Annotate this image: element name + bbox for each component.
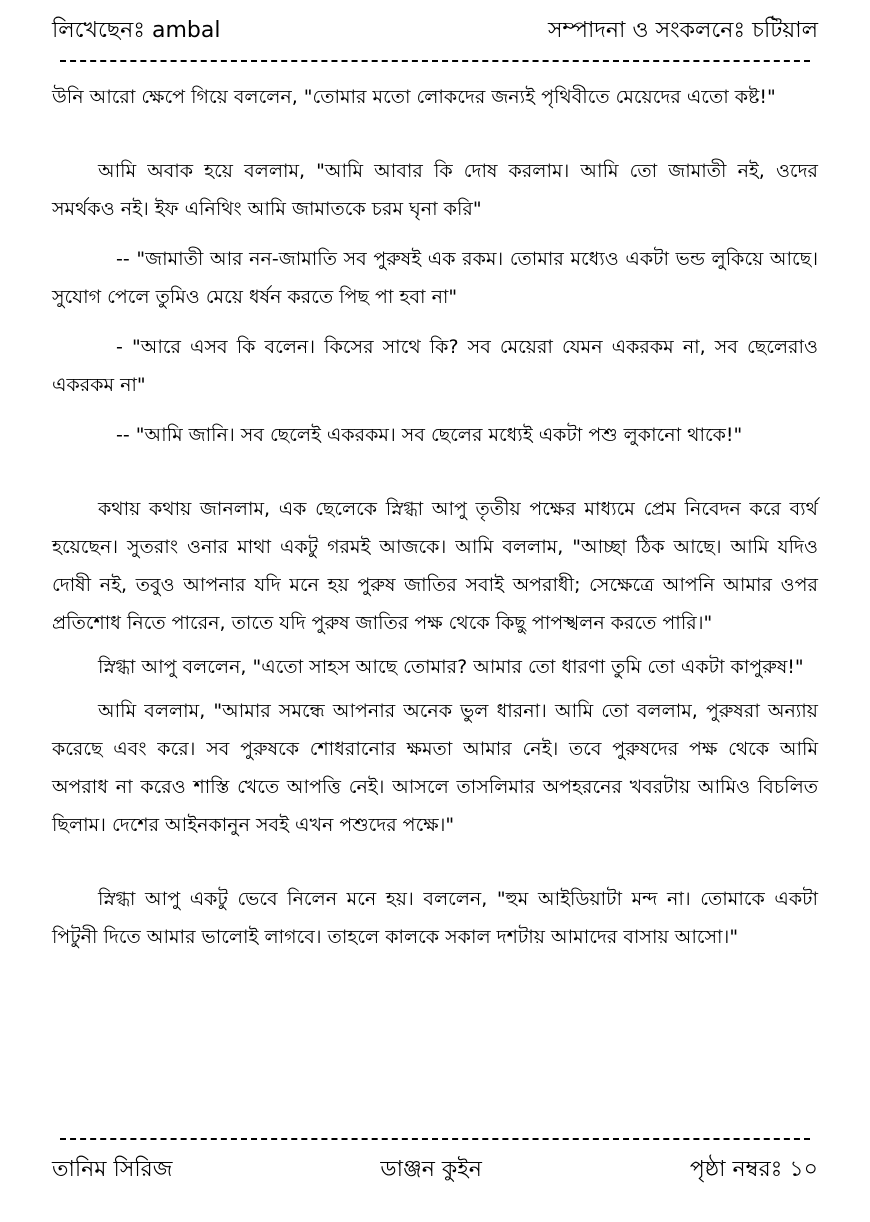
paragraph-1: উনি আরো ক্ষেপে গিয়ে বললেন, "তোমার মতো লোকদের জন্যই পৃথিবীতে মেয়েদের এতো কষ্ট!" — [52, 86, 776, 108]
paragraph-2: আমি অবাক হয়ে বললাম, "আমি আবার কি দোষ করলাম। আমি তো জামাতী নই, ওদের সমর্থকও নই। ইফ এনিথিং আমি জামাতকে চরম ঘৃনা করি" — [52, 160, 818, 220]
page-body — [52, 78, 818, 956]
paragraph-9: স্নিগ্ধা আপু একটু ভেবে নিলেন মনে হয়। বললেন, "হুম আইডিয়াটা মন্দ না। তোমাকে একটা পিটুনী দিতে আমার ভালোই লাগবে। তাহলে কালকে সকাল দশটায় আমাদের বাসায় আসো।" — [52, 888, 818, 948]
paragraph-5: -- "আমি জানি। সব ছেলেই একরকম। সব ছেলের মধ্যেই একটা পশু লুকানো থাকে!" — [116, 424, 743, 446]
page-footer — [52, 1152, 818, 1188]
editor-credit: সম্পাদনা ও সংকলনেঃ চটিয়াল — [547, 17, 818, 43]
footer-dashed-divider — [60, 1138, 810, 1140]
paragraph-3: -- "জামাতী আর নন-জামাতি সব পুরুষই এক রকম। তোমার মধ্যেও একটা ভন্ড লুকিয়ে আছে। সুযোগ পেলে তুমিও মেয়ে ধর্ষন করতে পিছ পা হবা না" — [52, 248, 818, 308]
author-credit: লিখেছেনঃ ambal — [52, 17, 221, 43]
paragraph-4: - "আরে এসব কি বলেন। কিসের সাথে কি? সব মেয়েরা যেমন একরকম না, সব ছেলেরাও একরকম না" — [52, 336, 818, 396]
series-name: তানিম সিরিজ — [52, 1156, 173, 1182]
paragraph-8: আমি বললাম, "আমার সমন্ধে আপনার অনেক ভুল ধারনা। আমি তো বললাম, পুরুষরা অন্যায় করেছে এবং করে। সব পুরুষকে শোধরানোর ক্ষমতা আমার নেই। তবে পুরুষদের পক্ষ থেকে আমি অপরাধ না করেও শাস্তি খেতে আপত্তি নেই। আসলে তাসলিমার অপহরনের খবরটায় আমিও বিচলিত ছিলাম। দেশের আইনকানুন সবই এখন পশুদের পক্ষে।" — [52, 700, 818, 836]
page-header — [52, 14, 818, 48]
paragraph-6: কথায় কথায় জানলাম, এক ছেলেকে স্নিগ্ধা আপু তৃতীয় পক্ষের মাধ্যমে প্রেম নিবেদন করে ব্যর্থ হয়েছেন। সুতরাং ওনার মাথা একটু গরমই আজকে। আমি বললাম, "আচ্ছা ঠিক আছে। আমি যদিও দোষী নই, তবুও আপনার যদি মনে হয় পুরুষ জাতির সবাই অপরাধী; সেক্ষেত্রে আপনি আমার ওপর প্রতিশোধ নিতে পারেন, তাতে যদি পুরুষ জাতির পক্ষ থেকে কিছু পাপস্খলন করতে পারি।" — [52, 498, 818, 634]
header-dashed-divider — [60, 60, 810, 62]
paragraph-7: স্নিগ্ধা আপু বললেন, "এতো সাহস আছে তোমার? আমার তো ধারণা তুমি তো একটা কাপুরুষ!" — [98, 656, 804, 678]
page-number: পৃষ্ঠা নম্বরঃ ১০ — [689, 1156, 818, 1182]
story-title: ডাঞ্জন কুইন — [380, 1156, 482, 1182]
